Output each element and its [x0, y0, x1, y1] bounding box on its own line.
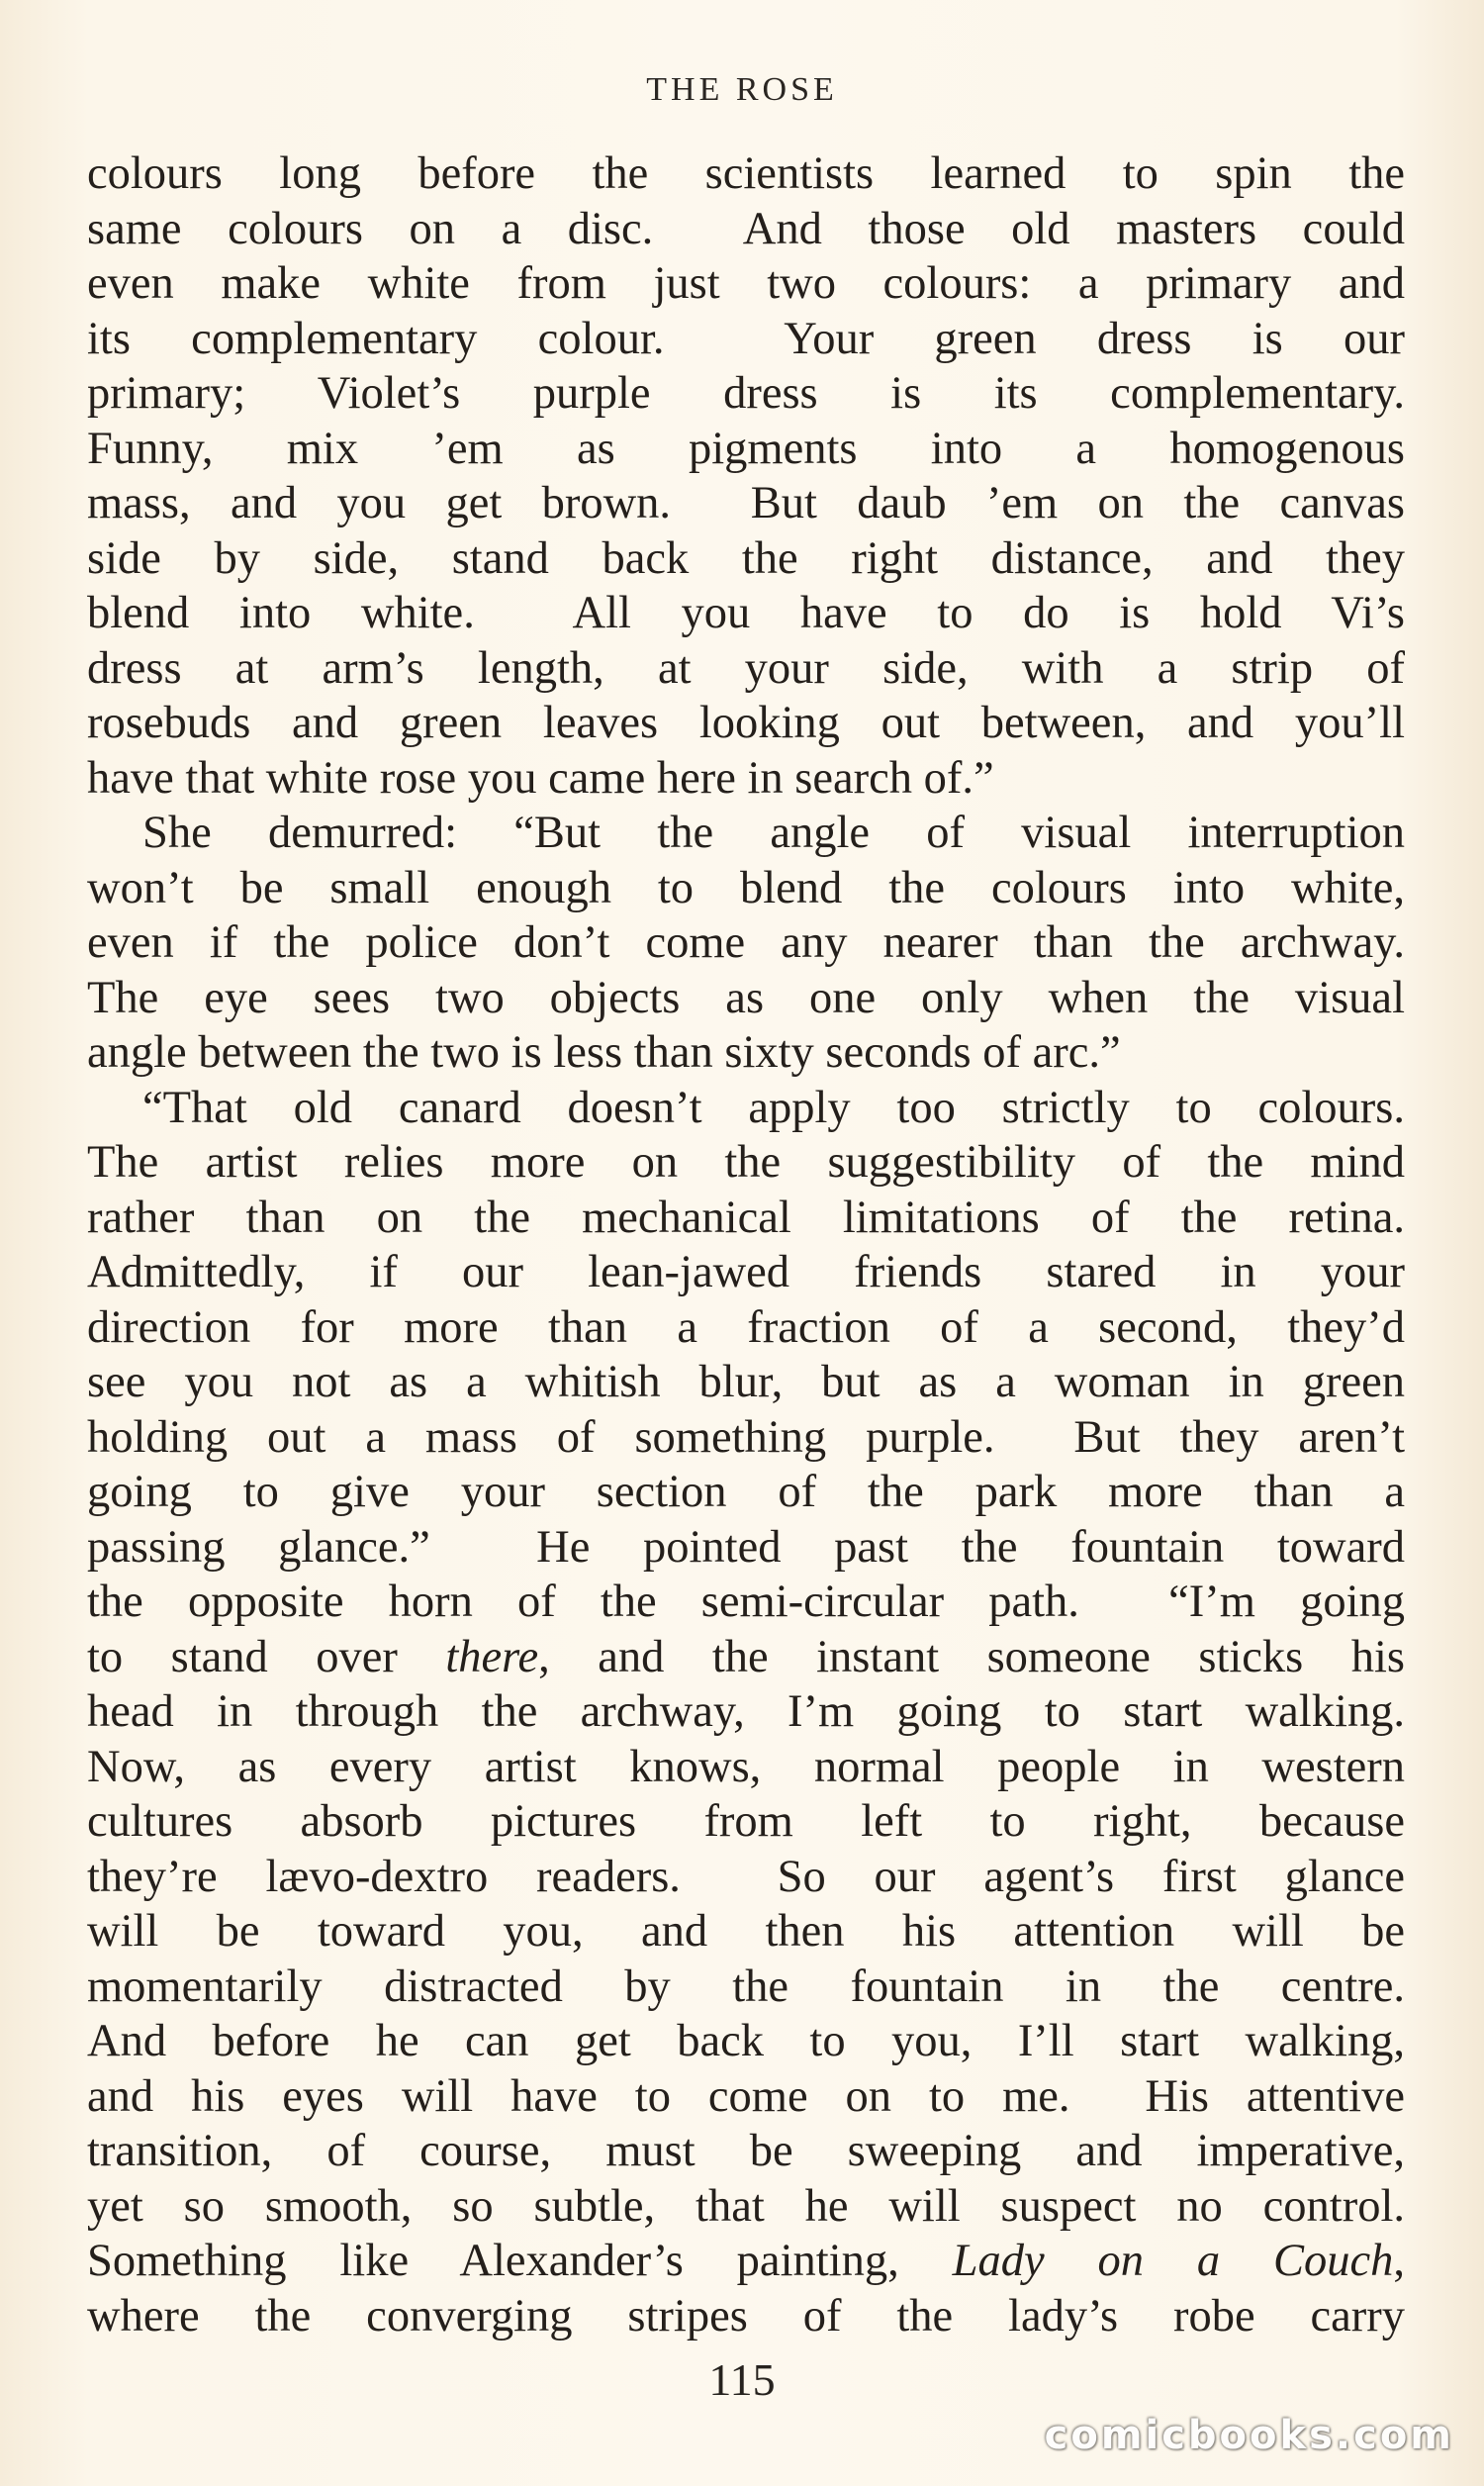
text-segment: The eye sees two objects as one only when the visual — [87, 972, 1405, 1023]
text-segment: colours long before the scientists learned to spin the — [87, 148, 1405, 199]
text-line — [87, 1740, 1405, 1795]
text-segment: see you not as a whitish blur, but as a woman in green — [87, 1357, 1405, 1407]
text-line — [87, 1300, 1405, 1356]
text-line — [87, 1960, 1405, 2015]
text-line — [87, 861, 1405, 916]
text-segment: its complementary colour. Your green dress is our — [87, 313, 1405, 364]
text-segment: blend into white. All you have to do is hold Vi’s — [87, 588, 1405, 638]
text-segment: yet so smooth, so subtle, that he will suspect no control. — [87, 2180, 1405, 2232]
text-line — [87, 1684, 1405, 1740]
text-line — [87, 1410, 1405, 1466]
text-line — [87, 806, 1405, 861]
text-segment: rosebuds and green leaves looking out between, and you’ll — [87, 698, 1405, 748]
text-segment: , and the instant someone sticks his — [538, 1631, 1405, 1682]
text-line — [87, 696, 1405, 751]
text-line — [87, 1355, 1405, 1410]
text-segment: mass, and you get brown. But daub ’em on the canvas — [87, 478, 1405, 528]
text-segment: passing glance.” He pointed past the fountain toward — [87, 1521, 1405, 1573]
text-segment: holding out a mass of something purple. But they aren’t — [87, 1411, 1405, 1463]
text-line — [87, 2069, 1405, 2125]
text-segment: Funny, mix ’em as pigments into a homogenous — [87, 423, 1405, 474]
text-segment: they’re lævo-dextro readers. So our agent’s first glance — [87, 1851, 1405, 1902]
text-line — [87, 586, 1405, 641]
text-line — [87, 1135, 1405, 1191]
italic-text: there — [445, 1631, 539, 1682]
text-line — [87, 531, 1405, 587]
text-line — [87, 1025, 1405, 1081]
text-line — [87, 751, 1405, 807]
text-segment: Something like Alexander’s painting, — [87, 2236, 953, 2286]
text-line — [87, 1575, 1405, 1630]
text-line — [87, 915, 1405, 971]
text-line — [87, 1191, 1405, 1246]
text-segment: She demurred: “But the angle of visual interruption — [142, 808, 1405, 858]
text-line — [87, 2124, 1405, 2179]
text-line — [87, 2179, 1405, 2235]
text-line — [87, 1904, 1405, 1960]
text-segment: to stand over — [87, 1631, 446, 1682]
text-line — [87, 202, 1405, 257]
text-segment: same colours on a disc. And those old masters could — [87, 203, 1405, 254]
text-segment: transition, of course, must be sweeping and imperative, — [87, 2126, 1405, 2176]
text-line — [87, 1520, 1405, 1576]
text-segment: even make white from just two colours: a primary and — [87, 258, 1405, 309]
text-segment: head in through the archway, I’m going to start walking. — [87, 1686, 1405, 1737]
text-segment: side by side, stand back the right distance, and they — [87, 532, 1405, 584]
text-segment: won’t be small enough to blend the colours into white, — [87, 862, 1405, 913]
text-segment: cultures absorb pictures from left to right, because — [87, 1796, 1405, 1847]
text-line — [87, 476, 1405, 531]
text-line — [87, 1850, 1405, 1905]
text-line — [87, 2014, 1405, 2069]
text-segment: primary; Violet’s purple dress is its complementary. — [87, 368, 1405, 419]
text-segment: angle between the two is less than sixty seconds of arc.” — [87, 1027, 1121, 1078]
text-line — [87, 1630, 1405, 1685]
watermark: comicbooks.com — [1044, 2413, 1454, 2458]
text-line — [87, 312, 1405, 367]
text-segment: even if the police don’t come any nearer than the archway. — [87, 917, 1405, 968]
text-segment: , — [1393, 2236, 1405, 2286]
text-segment: dress at arm’s length, at your side, with a strip of — [87, 642, 1405, 694]
text-line — [87, 366, 1405, 422]
text-segment: And before he can get back to you, I’ll start walking, — [87, 2016, 1405, 2066]
text-segment: “That old canard doesn’t apply too strictly to colours. — [142, 1082, 1405, 1133]
text-line — [87, 1794, 1405, 1850]
text-segment: momentarily distracted by the fountain in the centre. — [87, 1960, 1405, 2012]
text-line — [87, 971, 1405, 1026]
page-number: 115 — [708, 2354, 776, 2405]
text-segment: the opposite horn of the semi-circular path. “I’m going — [87, 1577, 1405, 1627]
text-line — [87, 641, 1405, 697]
text-segment: going to give your section of the park more than a — [87, 1467, 1405, 1517]
text-segment: will be toward you, and then his attention will be — [87, 1906, 1405, 1957]
italic-text: Lady on a Couch — [952, 2236, 1394, 2286]
text-line — [87, 1245, 1405, 1300]
text-segment: where the converging stripes of the lady’s robe carry — [87, 2290, 1405, 2342]
text-line — [87, 146, 1405, 202]
text-segment: Now, as every artist knows, normal people in western — [87, 1741, 1405, 1792]
text-line — [87, 2289, 1405, 2344]
text-line — [87, 256, 1405, 312]
text-segment: The artist relies more on the suggestibility of the mind — [87, 1137, 1405, 1188]
text-line — [87, 2234, 1405, 2289]
text-line — [87, 1465, 1405, 1520]
text-line — [87, 422, 1405, 477]
text-segment: direction for more than a fraction of a second, they’d — [87, 1301, 1405, 1353]
text-line — [87, 1081, 1405, 1136]
text-segment: Admittedly, if our lean-jawed friends stared in your — [87, 1247, 1405, 1297]
text-segment: rather than on the mechanical limitations of the retina. — [87, 1192, 1405, 1243]
text-segment: and his eyes will have to come on to me. His attentive — [87, 2070, 1405, 2122]
running-head: THE ROSE — [646, 71, 838, 108]
body-text — [87, 146, 1405, 2343]
text-segment: have that white rose you came here in search of.” — [87, 752, 994, 804]
